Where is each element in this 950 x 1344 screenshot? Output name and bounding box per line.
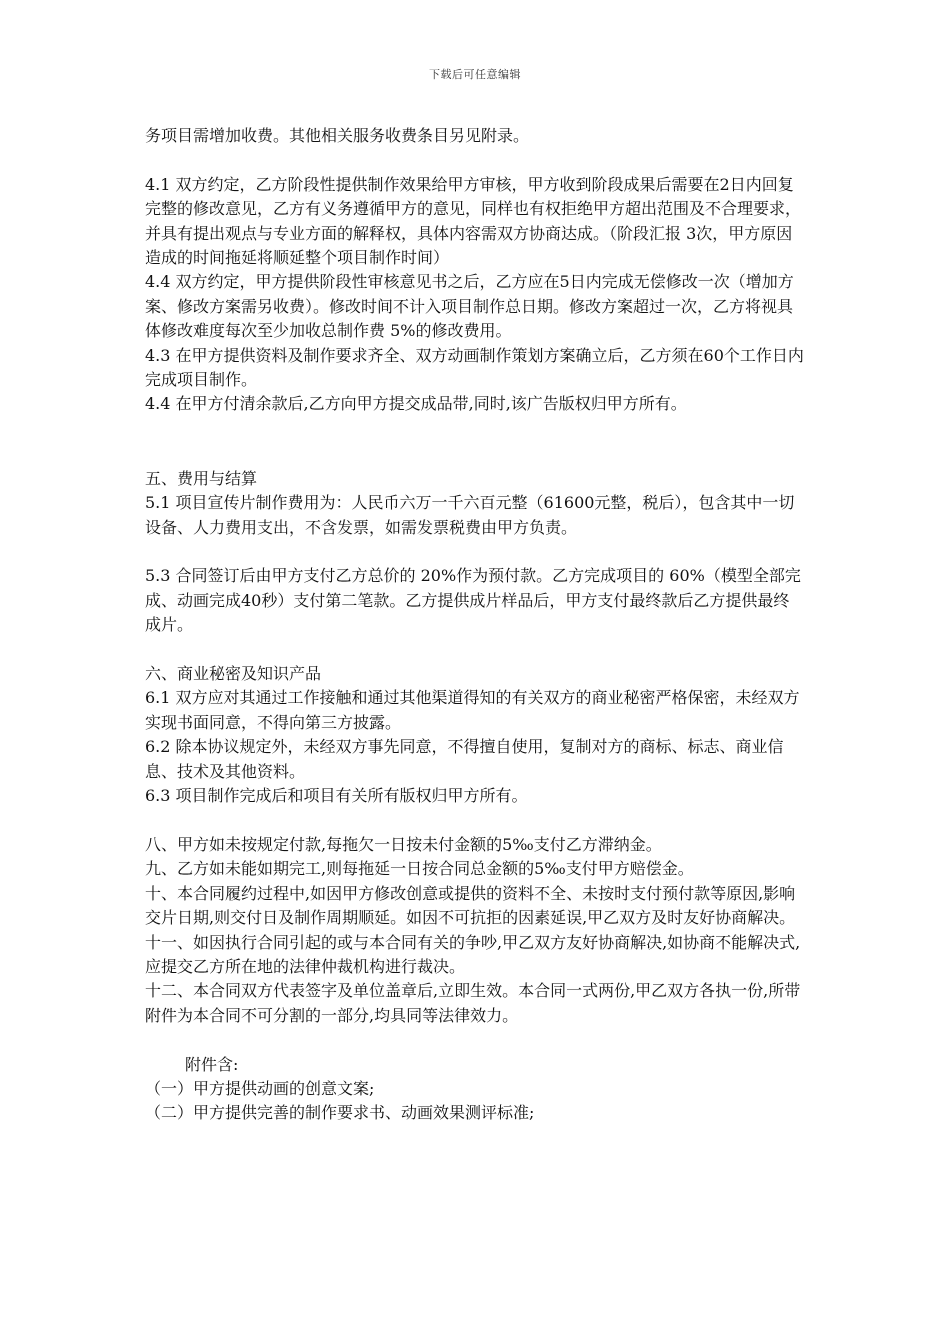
clause-4-3: 4.3 在甲方提供资料及制作要求齐全、双方动画制作策划方案确立后，乙方须在60个工作日内完成项目制作。 xyxy=(145,345,804,390)
clause-4-1: 4.1 双方约定，乙方阶段性提供制作效果给甲方审核，甲方收到阶段成果后需要在2日内回复完整的修改意见，乙方有义务遵循甲方的意见，同样也有权拒绝甲方超出范围及不合理要求，并具有提出观点与专业方面的解释权，具体内容需双方协商达成。（阶段汇报 3次，甲方原因造成的时间拖延将顺延整个项目制作时间） xyxy=(145,174,802,268)
clause-4-4-revision: 4.4 双方约定，甲方提供阶段性审核意见书之后，乙方应在5日内完成无偿修改一次（增加方案、修改方案需另收费）。修改时间不计入项目制作总日期。修改方案超过一次，乙方将视具体修改难度每次至少加收总制作费 5%的修改费用。 xyxy=(145,272,794,341)
attachment-item-2: （二）甲方提供完善的制作要求书、动画效果测评标准; xyxy=(145,1103,535,1123)
spacer xyxy=(145,417,805,457)
spacer xyxy=(145,540,805,564)
spacer xyxy=(145,148,805,172)
attachment-item-1: （一）甲方提供动画的创意文案; xyxy=(145,1078,375,1098)
spacer xyxy=(145,457,805,467)
clause-6-2: 6.2 除本协议规定外，未经双方事先同意，不得擅自使用，复制对方的商标、标志、商业信息、技术及其他资料。 xyxy=(145,737,784,781)
clause-12: 十二、本合同双方代表签字及单位盖章后,立即生效。本合同一式两份,甲乙双方各执一份,所带附件为本合同不可分割的一部分,均具同等法律效力。 xyxy=(145,981,801,1025)
clause-5-3: 5.3 合同签订后由甲方支付乙方总价的 20%作为预付款。乙方完成项目的 60%（模型全部完成、动画完成40秒）支付第二笔款。乙方提供成片样品后，甲方支付最终款后乙方提供最终成片。 xyxy=(145,566,801,635)
section-heading-fees: 五、费用与结算 xyxy=(145,468,258,488)
document-body xyxy=(145,124,805,1126)
clause-8: 八、甲方如未按规定付款,每拖欠一日按未付金额的5‰支付乙方滞纳金。 xyxy=(145,834,662,854)
clause-6-3: 6.3 项目制作完成后和项目有关所有版权归甲方所有。 xyxy=(145,786,528,806)
clause-6-1: 6.1 双方应对其通过工作接触和通过其他渠道得知的有关双方的商业秘密严格保密，未经双方实现书面同意，不得向第三方披露。 xyxy=(145,688,800,732)
clause-4-4-delivery: 4.4 在甲方付清余款后,乙方向甲方提交成品带,同时,该广告版权归甲方所有。 xyxy=(145,394,687,414)
spacer xyxy=(145,809,805,833)
spacer xyxy=(145,638,805,662)
clause-5-1: 5.1 项目宣传片制作费用为：人民币六万一千六百元整（61600元整，税后），包含其中一切设备、人力费用支出，不含发票，如需发票税费由甲方负责。 xyxy=(145,493,795,537)
page-header: 下载后可任意编辑 xyxy=(429,68,521,81)
spacer xyxy=(145,1028,805,1052)
clause-9: 九、乙方如未能如期完工,则每拖延一日按合同总金额的5‰支付甲方赔偿金。 xyxy=(145,859,694,879)
attachments-heading: 附件含: xyxy=(185,1054,239,1074)
clause-11: 十一、如因执行合同引起的或与本合同有关的争吵,甲乙双方友好协商解决,如协商不能解决式,应提交乙方所在地的法律仲裁机构进行裁决。 xyxy=(145,932,801,976)
clause-10: 十、本合同履约过程中,如因甲方修改创意或提供的资料不全、未按时支付预付款等原因,影响交片日期,则交付日及制作周期顺延。如因不可抗拒的因素延误,甲乙双方及时友好协商解决。 xyxy=(145,883,796,928)
paragraph-service-fee: 务项目需增加收费。其他相关服务收费条目另见附录。 xyxy=(145,126,530,145)
section-heading-secrets: 六、商业秘密及知识产品 xyxy=(145,664,322,684)
